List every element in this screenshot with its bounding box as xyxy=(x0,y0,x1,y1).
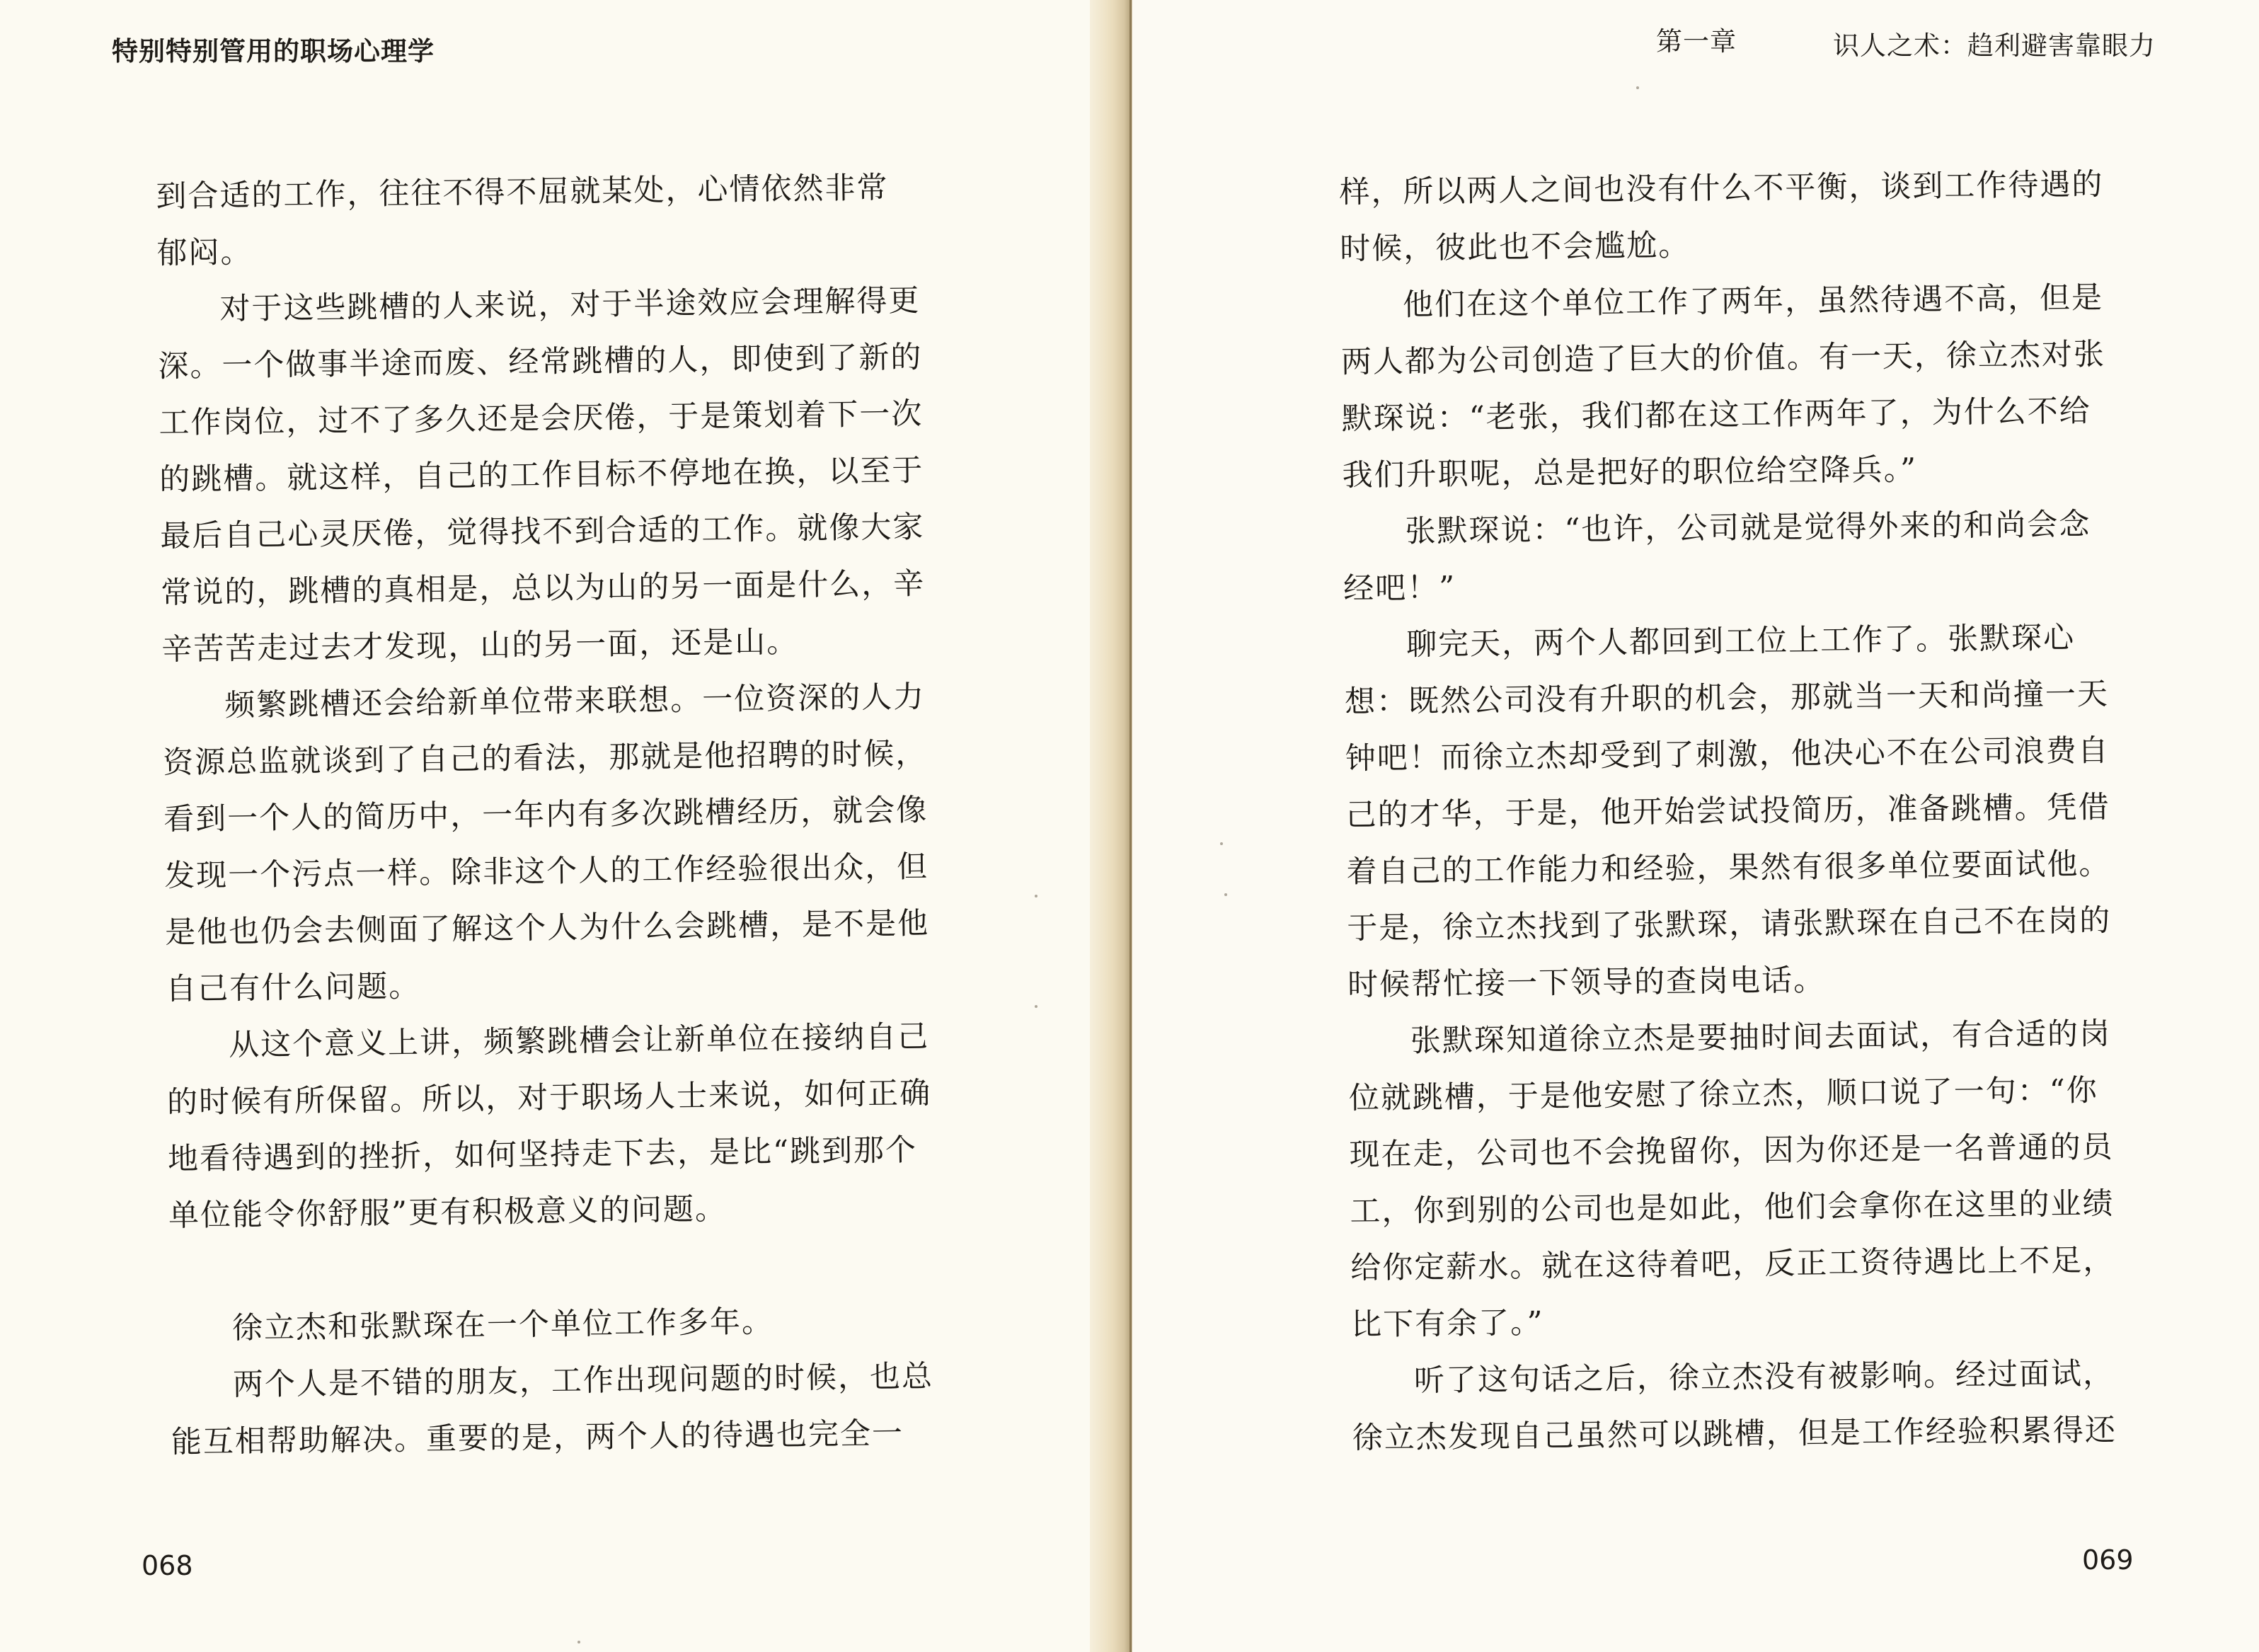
text-line: 想：既然公司没有升职的机会，那就当一天和尚撞一天 xyxy=(1344,676,2110,720)
text-line: 张默琛知道徐立杰是要抽时间去面试，有合适的岗 xyxy=(1410,1016,2112,1060)
text-line: 工，你到别的公司也是如此，他们会拿你在这里的业绩 xyxy=(1350,1186,2115,1229)
text-line: 他们在这个单位工作了两年，虽然待遇不高，但是 xyxy=(1402,280,2104,323)
text-line: 到合适的工作，往往不得不屈就某处，心情依然非常 xyxy=(156,170,889,214)
text-line: 发现一个污点一样。除非这个人的工作经验很出众，但 xyxy=(163,849,929,894)
paper-speck xyxy=(1636,86,1639,89)
text-line: 两人都为公司创造了巨大的价值。有一天，徐立杰对张 xyxy=(1340,336,2106,380)
text-line: 经吧！” xyxy=(1343,570,1456,607)
running-header-chapter: 第一章 xyxy=(1656,26,1737,57)
text-line: 辛苦苦走过去才发现，山的另一面，还是山。 xyxy=(161,624,799,667)
text-line: 资源总监就谈到了自己的看法，那就是他招聘的时候， xyxy=(162,735,928,781)
text-line: 默琛说：“老张，我们都在这工作两年了，为什么不给 xyxy=(1341,393,2091,437)
text-line: 比下有余了。” xyxy=(1350,1305,1544,1343)
page-number-left: 068 xyxy=(142,1550,193,1581)
paper-speck xyxy=(1224,893,1227,896)
text-line: 从这个意义上讲，频繁跳槽会让新单位在接纳自己 xyxy=(228,1019,930,1063)
text-line: 的跳槽。就这样，自己的工作目标不停地在换，以至于 xyxy=(159,452,924,498)
paper-speck xyxy=(1035,1005,1037,1008)
text-line: 样，所以两人之间也没有什么不平衡，谈到工作待遇的 xyxy=(1339,166,2104,210)
left-page xyxy=(0,0,1096,1652)
paper-speck xyxy=(1035,895,1037,897)
text-line: 张默琛说：“也许，公司就是觉得外来的和尚会念 xyxy=(1405,506,2091,550)
text-line: 自己有什么问题。 xyxy=(165,968,421,1007)
text-line: 现在走，公司也不会挽留你，因为你还是一名普通的员 xyxy=(1349,1129,2114,1173)
text-line: 深。一个做事半途而废、经常跳槽的人，即使到了新的 xyxy=(158,339,923,384)
text-line: 工作岗位，过不了多久还是会厌倦，于是策划着下一次 xyxy=(159,396,924,441)
text-line: 我们升职呢，总是把好的职位给空降兵。” xyxy=(1342,452,1918,493)
text-line: 钟吧！而徐立杰却受到了刺激，他决心不在公司浪费自 xyxy=(1345,733,2110,776)
running-header-book-title: 特别特别管用的职场心理学 xyxy=(112,36,435,67)
text-line: 位就跳槽，于是他安慰了徐立杰，顺口说了一句：“你 xyxy=(1348,1072,2099,1116)
text-line: 徐立杰和张默琛在一个单位工作多年。 xyxy=(231,1304,774,1346)
text-line: 于是，徐立杰找到了张默琛，请张默琛在自己不在岗的 xyxy=(1347,902,2112,946)
right-page xyxy=(1132,0,2259,1652)
text-line: 徐立杰发现自己虽然可以跳槽，但是工作经验积累得还 xyxy=(1352,1412,2117,1456)
paper-speck xyxy=(1220,842,1223,845)
text-line: 郁闷。 xyxy=(156,234,253,271)
text-line: 两个人是不错的朋友，工作出现问题的时候，也总 xyxy=(232,1358,934,1403)
running-header-chapter-title: 识人之术：趋利避害靠眼力 xyxy=(1833,30,2156,61)
text-line: 常说的，跳槽的真相是，总以为山的另一面是什么，辛 xyxy=(161,566,926,611)
text-line: 最后自己心灵厌倦，觉得找不到合适的工作。就像大家 xyxy=(160,509,925,554)
text-line: 的时候有所保留。所以，对于职场人士来说，如何正确 xyxy=(166,1075,932,1120)
left-page-body xyxy=(156,159,964,1471)
text-line: 单位能令你舒服”更有积极意义的问题。 xyxy=(168,1191,728,1234)
text-line: 看到一个人的简历中，一年内有多次跳槽经历，就会像 xyxy=(163,792,929,837)
text-line: 时候帮忙接一下领导的查岗电话。 xyxy=(1347,962,1826,1003)
text-line: 地看待遇到的挫折，如何坚持走下去，是比“跳到那个 xyxy=(167,1132,918,1177)
text-line: 听了这句话之后，徐立杰没有被影响。经过面试， xyxy=(1413,1355,2115,1399)
right-page-body xyxy=(1339,156,2145,1467)
text-line: 频繁跳槽还会给新单位带来联想。一位资深的人力 xyxy=(224,679,926,723)
text-line: 是他也仍会去侧面了解这个人为什么会跳槽，是不是他 xyxy=(164,905,930,951)
page-number-right: 069 xyxy=(2082,1544,2134,1576)
text-line: 时候，彼此也不会尴尬。 xyxy=(1339,227,1691,267)
book-spine-gutter xyxy=(1090,0,1134,1652)
text-line: 给你定薪水。就在这待着吧，反正工资待遇比上不足， xyxy=(1350,1242,2115,1286)
text-line: 能互相帮助解决。重要的是，两个人的待遇也完全一 xyxy=(171,1416,904,1460)
text-line: 己的才华，于是，他开始尝试投简历，准备跳槽。凭借 xyxy=(1345,789,2110,833)
paper-speck xyxy=(577,1641,580,1644)
text-line: 对于这些跳槽的人来说，对于半途效应会理解得更 xyxy=(219,282,921,327)
text-line: 着自己的工作能力和经验，果然有很多单位要面试他。 xyxy=(1346,846,2111,890)
text-line: 聊完天，两个人都回到工位上工作了。张默琛心 xyxy=(1406,620,2076,663)
